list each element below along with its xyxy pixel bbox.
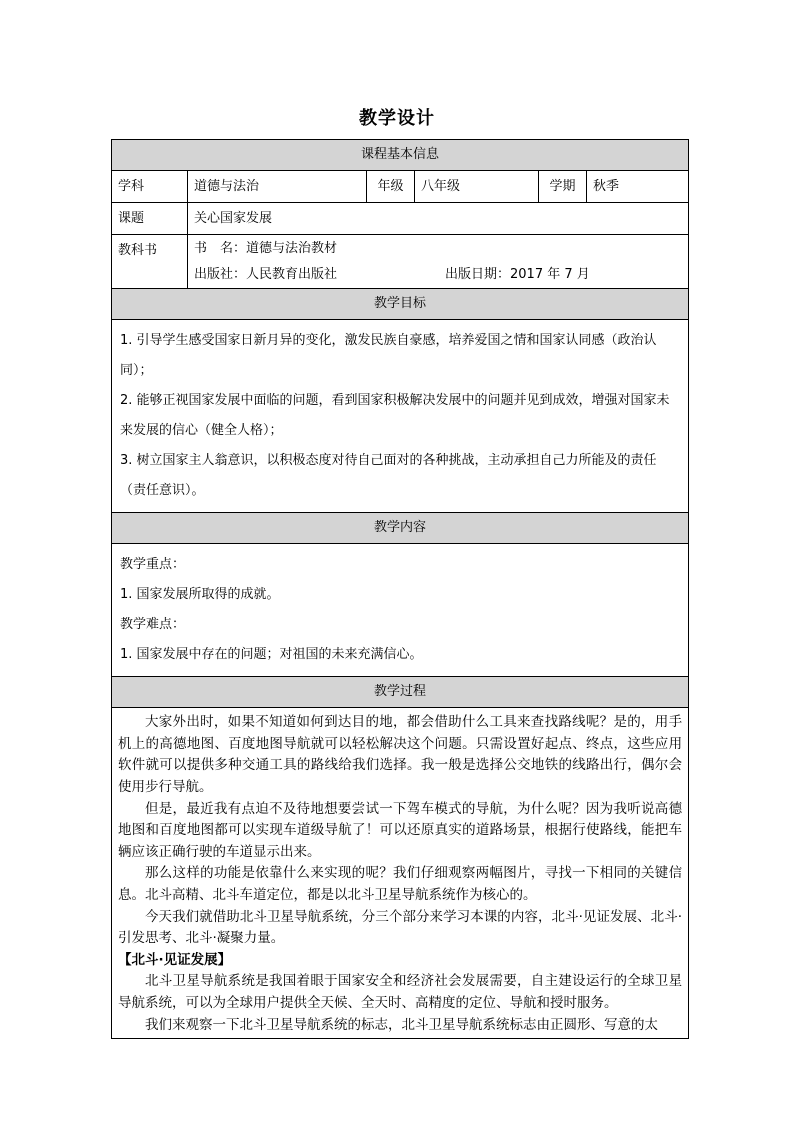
subject-value: 道德与法治 [188,171,367,203]
difficulty-label: 教学难点： [120,617,186,633]
lesson-value: 关心国家发展 [188,203,689,235]
process-paragraph: 今天我们就借助北斗卫星导航系统，分三个部分来学习本课的内容，北斗·见证发展、北斗·引发思考、北斗·凝聚力量。 [118,908,683,947]
key-points-label: 教学重点： [120,557,186,573]
content-header: 教学内容 [112,513,689,544]
textbook-pub-date: 出版日期：2017 年 7 月 [445,266,590,282]
process-section-heading: 【北斗·见证发展】 [118,951,232,968]
textbook-publisher-line [188,263,688,289]
process-paragraph: 我们来观察一下北斗卫星导航系统的标志，北斗卫星导航系统标志由正圆形、写意的太 [145,1016,658,1033]
content-body [112,544,689,677]
basic-info-header: 课程基本信息 [112,140,689,171]
objective-item: 2. 能够正视国家发展中面临的问题，看到国家积极解决发展中的问题并见到成效，增强对国家未来发展的信心（健全人格）； [120,393,670,439]
process-paragraph: 但是，最近我有点迫不及待地想要尝试一下驾车模式的导航，为什么呢？因为我听说高德地图和百度地图都可以实现车道级导航了！可以还原真实的道路场景，根据行使路线，能把车辆应该正确行驶的车道显示出来。 [118,800,683,860]
key-point-item: 1. 国家发展所取得的成就。 [120,587,280,603]
process-header: 教学过程 [112,677,689,708]
objectives-list [112,320,689,513]
grade-label: 年级 [367,171,415,203]
process-paragraph: 那么这样的功能是依靠什么来实现的呢？我们仔细观察两幅图片，寻找一下相同的关键信息。北斗高精、北斗车道定位，都是以北斗卫星导航系统作为核心的。 [118,865,683,903]
process-paragraph: 北斗卫星导航系统是我国着眼于国家安全和经济社会发展需要，自主建设运行的全球卫星导航系统，可以为全球用户提供全天候、全天时、高精度的定位、导航和授时服务。 [118,973,683,1011]
term-label: 学期 [539,171,587,203]
subject-label: 学科 [112,171,188,203]
process-body [112,708,689,1039]
term-value: 秋季 [587,171,689,203]
difficulty-item: 1. 国家发展中存在的问题；对祖国的未来充满信心。 [120,647,423,663]
lesson-label: 课题 [112,203,188,235]
lesson-plan-table [111,139,689,1039]
process-paragraph: 大家外出时，如果不知道如何到达目的地，都会借助什么工具来查找路线呢？是的，用手机上的高德地图、百度地图导航就可以轻松解决这个问题。只需设置好起点、终点，这些应用软件就可以提供多种交通工具的路线给我们选择。我一般是选择公交地铁的线路出行，偶尔会使用步行导航。 [118,714,683,795]
textbook-publisher: 出版社：人民教育出版社 [194,266,338,282]
objective-item: 1. 引导学生感受国家日新月异的变化，激发民族自豪感，培养爱国之情和国家认同感（政治认同）； [120,333,657,379]
objectives-header: 教学目标 [112,289,689,320]
grade-value: 八年级 [415,171,539,203]
textbook-info [188,235,689,289]
document-title: 教学设计 [359,108,435,129]
objective-item: 3. 树立国家主人翁意识，以积极态度对待自己面对的各种挑战，主动承担自己力所能及的责任（责任意识）。 [120,453,657,499]
textbook-label: 教科书 [112,235,188,289]
textbook-name: 书 名：道德与法治教材 [194,241,338,256]
